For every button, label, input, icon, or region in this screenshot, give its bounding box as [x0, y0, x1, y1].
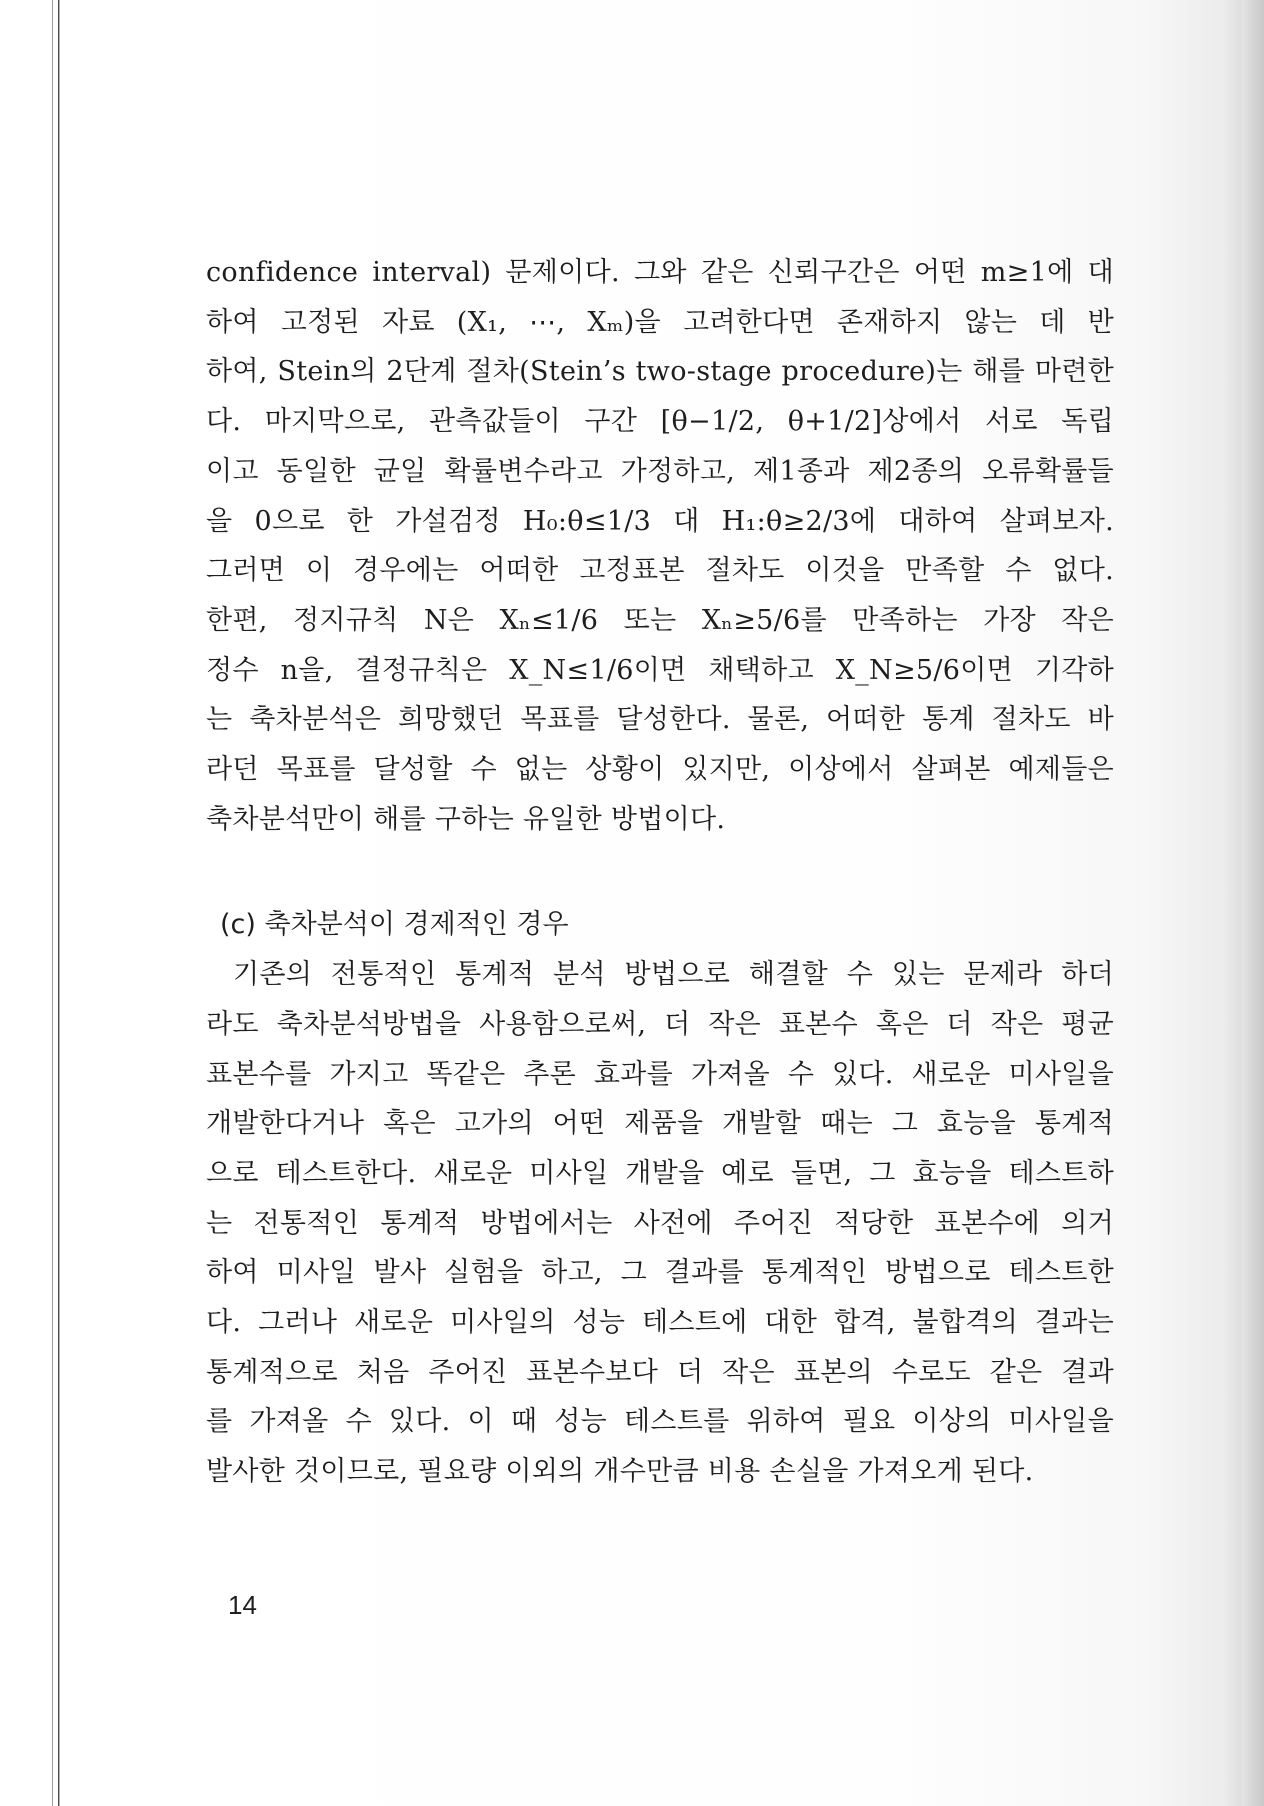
page-edge-shadow	[1224, 0, 1264, 1806]
text-line: 발사한 것이므로, 필요량 이외의 개수만큼 비용 손실을 가져오게 된다.	[206, 1456, 1034, 1488]
text-line: 다. 마지막으로, 관측값들이 구간 [θ−1/2, θ+1/2]상에서 서로 독립	[206, 406, 1114, 438]
text-line: 으로 테스트한다. 새로운 미사일 개발을 예로 들면, 그 효능을 테스트하	[206, 1157, 1114, 1189]
paragraph-2	[206, 950, 1114, 1497]
text-line: 표본수를 가지고 똑같은 추론 효과를 가져올 수 있다. 새로운 미사일을	[206, 1058, 1114, 1090]
text-line: 는 전통적인 통계적 방법에서는 사전에 주어진 적당한 표본수에 의거	[206, 1207, 1114, 1239]
text-line: 라도 축차분석방법을 사용함으로써, 더 작은 표본수 혹은 더 작은 평균	[206, 1008, 1114, 1040]
text-line: 통계적으로 처음 주어진 표본수보다 더 작은 표본의 수로도 같은 결과	[206, 1356, 1114, 1388]
text-line: 는 축차분석은 희망했던 목표를 달성한다. 물론, 어떠한 통계 절차도 바	[206, 704, 1114, 736]
page-number: 14	[228, 1590, 257, 1620]
text-line: confidence interval) 문제이다. 그와 같은 신뢰구간은 어떤 m≥1에 대	[206, 257, 1114, 288]
text-line: 을 0으로 한 가설검정 H₀:θ≤1/3 대 H₁:θ≥2/3에 대하여 살펴보자.	[206, 505, 1114, 537]
text-line: 기존의 전통적인 통계적 분석 방법으로 해결할 수 있는 문제라 하더	[233, 959, 1114, 991]
text-line: 하여 미사일 발사 실험을 하고, 그 결과를 통계적인 방법으로 테스트한	[206, 1257, 1114, 1289]
text-line: 이고 동일한 균일 확률변수라고 가정하고, 제1종과 제2종의 오류확률들	[206, 455, 1114, 487]
text-line: 를 가져올 수 있다. 이 때 성능 테스트를 위하여 필요 이상의 미사일을	[206, 1406, 1114, 1438]
section-heading: (c) 축차분석이 경제적인 경우	[220, 909, 569, 941]
text-line: 하여 고정된 자료 (X₁, ⋯, Xₘ)을 고려한다면 존재하지 않는 데 반	[206, 306, 1114, 338]
page-body	[206, 248, 1114, 1497]
text-line: 개발한다거나 혹은 고가의 어떤 제품을 개발할 때는 그 효능을 통계적	[206, 1108, 1114, 1140]
paragraph-1	[206, 248, 1114, 844]
text-line: 그러면 이 경우에는 어떠한 고정표본 절차도 이것을 만족할 수 없다.	[206, 555, 1114, 587]
text-line: 하여, Stein의 2단계 절차(Stein’s two-stage procedure)는 해를 마련한	[206, 356, 1114, 388]
text-line: 한편, 정지규칙 N은 Xₙ≤1/6 또는 Xₙ≥5/6를 만족하는 가장 작은	[206, 604, 1114, 636]
text-line: 다. 그러나 새로운 미사일의 성능 테스트에 대한 합격, 불합격의 결과는	[206, 1307, 1114, 1339]
text-line: 정수 n을, 결정규칙은 X_N≤1/6이면 채택하고 X_N≥5/6이면 기각하	[206, 654, 1114, 686]
text-line: 축차분석만이 해를 구하는 유일한 방법이다.	[206, 803, 726, 835]
text-line: 라던 목표를 달성할 수 없는 상황이 있지만, 이상에서 살펴본 예제들은	[206, 754, 1114, 786]
